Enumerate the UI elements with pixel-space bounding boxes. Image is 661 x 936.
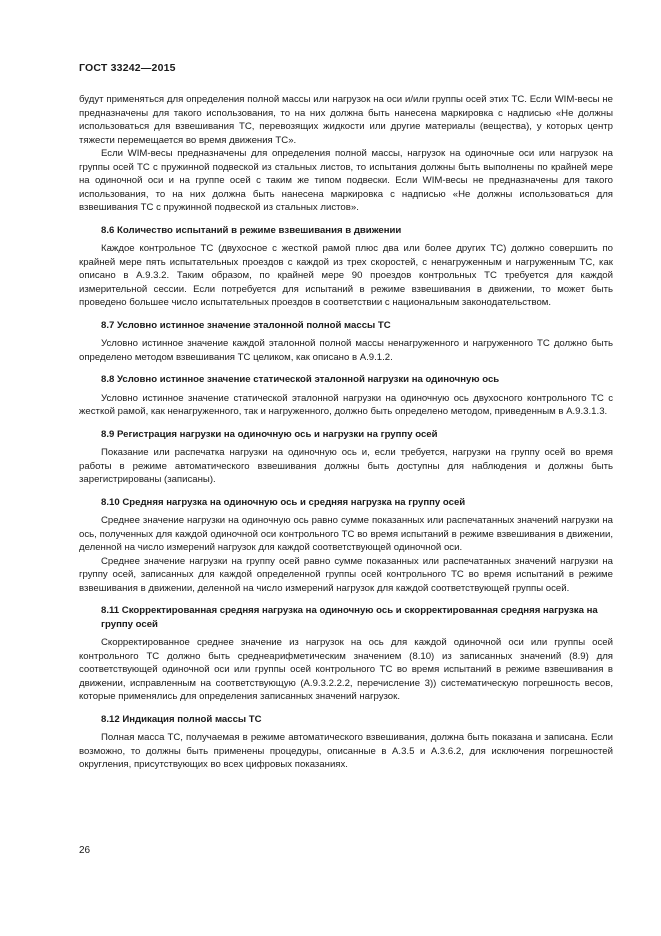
page-number: 26 <box>79 845 91 856</box>
section-paragraph: Показание или распечатка нагрузки на одиночную ось и, если требуется, нагрузки на группу осей во время работы в режиме автоматического взвешивания должны быть доступны для наблюдения и должны быть зарегистрированы (записаны). <box>79 447 613 485</box>
intro-paragraph: Если WIM-весы предназначены для определения полной массы, нагрузок на одиночные оси или нагрузок на группы осей ТС с пружинной подвеской из стальных листов, то испытания должны быть выполнены по крайней мере на одиночной оси и на группе осей с таким же типом подвески. Если WIM-весы не предназначены для такого использования, то на них должна быть нанесена маркировка с надписью «Не должны использоваться для взвешивания ТС с пружинной подвеской из стальных листов». <box>79 148 613 213</box>
section-paragraph: Условно истинное значение каждой эталонной полной массы ненагруженного и нагруженного ТС должно быть определено методом взвешивания ТС целиком, как описано в А.9.1.2. <box>79 338 613 363</box>
section-heading-8-10: 8.10 Средняя нагрузка на одиночную ось и средняя нагрузка на группу осей <box>101 496 466 508</box>
section-heading-8-8: 8.8 Условно истинное значение статической эталонной нагрузки на одиночную ось <box>101 374 500 385</box>
intro-paragraph-continued: будут применяться для определения полной массы или нагрузок на оси и/или группы осей этих ТС. Если WIM-весы не предназначены для такого использования, то на них должна быть нанесена маркировка с надписью «Не должны использоваться для взвешивания ТС, перевозящих жидкости или другие материалы (вещества), у которых центр тяжести перемещается во время движения ТС». <box>79 94 613 146</box>
section-paragraph: Полная масса ТС, получаемая в режиме автоматического взвешивания, должна быть показана и записана. Если возможно, то должны быть применены процедуры, описанные в А.3.5 и А.3.6.2, для исключения погрешностей округления, присутствующих во всех цифровых показаниях. <box>79 732 613 770</box>
section-paragraph: Скорректированное среднее значение из нагрузок на ось для каждой одиночной оси или группы осей контрольного ТС должно быть среднеарифметическим значением (8.10) из записанных значений (8.9) для соответствующей одиночной оси или группы осей контрольного ТС во время испытаний в режиме взвешивания в движении, исправленным на соответствующую (А.9.3.2.2.2, перечисление 3)) систематическую погрешность весов, которые применялись для определения записанных значений нагрузок. <box>79 637 613 702</box>
section-heading-8-6: 8.6 Количество испытаний в режиме взвешивания в движении <box>101 224 402 236</box>
section-heading-8-9: 8.9 Регистрация нагрузки на одиночную ось и нагрузки на группу осей <box>101 428 438 440</box>
section-heading-8-12: 8.12 Индикация полной массы ТС <box>101 713 262 725</box>
section-paragraph: Условно истинное значение статической эталонной нагрузки на одиночную ось двухосного контрольного ТС с жесткой рамой, как ненагруженного, так и нагруженного, должно быть определено методом, приведенным в А.9.3.1.3. <box>79 392 613 417</box>
section-paragraph: Каждое контрольное ТС (двухосное с жесткой рамой плюс два или более других ТС) должно совершить по крайней мере пять испытательных проездов с каждой из трех скоростей, с ненагруженным и нагруженным ТС, как описано в А.9.3.2. Таким образом, по крайней мере 90 проездов контрольных ТС требуется для каждой измерительной сессии. Если потребуется для испытаний в режиме взвешивания в движении, то может быть проведено большее число испытательных проездов в соответствии с национальным законодательством. <box>79 243 613 308</box>
page-body <box>79 93 613 772</box>
section-paragraph: Среднее значение нагрузки на группу осей равно сумме показанных или распечатанных значений нагрузки на группу осей, записанных для каждой определенной группы осей контрольного ТС во время испытаний в режиме взвешивания в движении, деленной на число измерений нагрузок для каждой соответствующей группы осей. <box>79 555 613 594</box>
section-paragraph: Среднее значение нагрузки на одиночную ось равно сумме показанных или распечатанных значений нагрузки на ось, полученных для каждой одиночной оси контрольного ТС во время испытаний в режиме взвешивания в движении, деленной на число измерений нагрузок для каждой соответствующей одиночной оси. <box>79 515 613 553</box>
document-header: ГОСТ 33242—2015 <box>79 62 176 74</box>
section-heading-8-7: 8.7 Условно истинное значение эталонной полной массы ТС <box>101 319 391 331</box>
section-heading-8-11: 8.11 Скорректированная средняя нагрузка на одиночную ось и скорректированная средняя нагрузка на группу осей <box>101 605 598 630</box>
